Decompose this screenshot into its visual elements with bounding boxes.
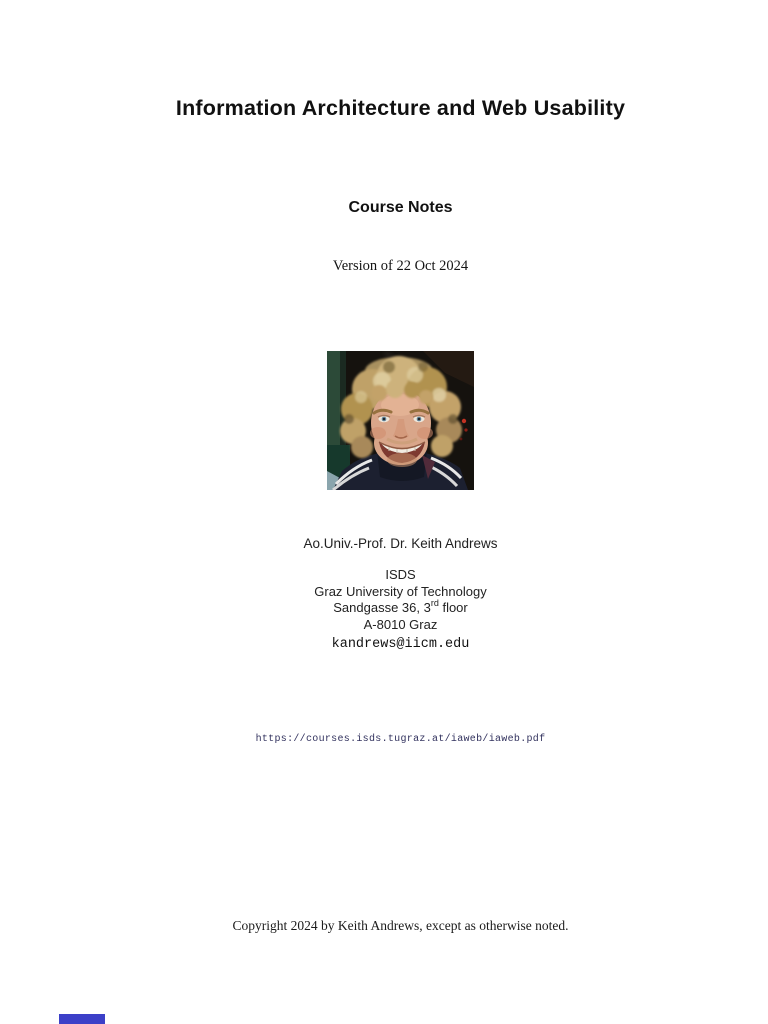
street-suffix: floor: [438, 600, 468, 615]
affiliation-city: A-8010 Graz: [363, 616, 438, 632]
photo-face: [370, 380, 433, 467]
course-notes-subtitle: Course Notes: [348, 199, 453, 216]
page-title: Information Architecture and Web Usability: [175, 96, 626, 120]
author-name: Ao.Univ.-Prof. Dr. Keith Andrews: [303, 536, 498, 551]
street-ordinal-sup: rd: [430, 597, 439, 608]
email-text: kandrews@iicm.edu: [331, 637, 470, 652]
affiliation-university: Graz University of Technology: [314, 583, 487, 599]
portrait-photo: [327, 351, 474, 490]
affiliation-street: [33, 597, 768, 617]
street-text: Sandgasse 36, 3: [333, 600, 431, 615]
page-content: [33, 0, 768, 1024]
portrait-photo-graphic: [327, 351, 474, 490]
version-line: Version of 22 Oct 2024: [332, 258, 469, 274]
copyright-line: Copyright 2024 by Keith Andrews, except as otherwise noted.: [232, 918, 569, 933]
pdf-url-link[interactable]: https://courses.isds.tugraz.at/iaweb/iaweb.pdf: [255, 734, 546, 745]
link-marker: [59, 1014, 105, 1024]
affiliation-institute: ISDS: [385, 567, 416, 582]
affiliation-block: [33, 567, 768, 633]
